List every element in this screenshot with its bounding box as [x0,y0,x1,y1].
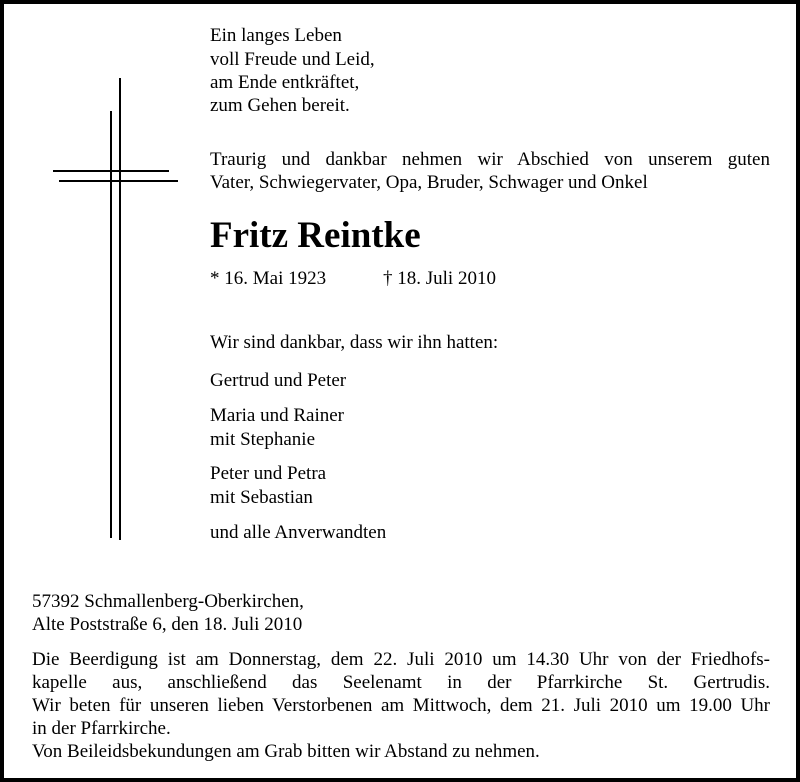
family-group-1: Gertrud und Peter [210,370,347,391]
poem-line-2: voll Freude und Leid, [210,49,375,70]
family-group-3-line-2: mit Sebastian [210,487,313,508]
thanks-line: Wir sind dankbar, dass wir ihn hatten: [210,332,499,353]
family-group-2-line-2: mit Stephanie [210,429,316,450]
family-group-3-line-1: Peter und Petra [210,463,327,484]
birth-date: * 16. Mai 1923 [210,268,327,289]
poem-line-3: am Ende entkräftet, [210,72,360,93]
family-group-4: und alle Anverwandten [210,522,387,543]
funeral-line-1: Die Beerdigung ist am Donnerstag, dem 22. Juli 2010 um 14.30 Uhr von der Friedhofs- [32,649,770,670]
poem-line-1: Ein langes Leben [210,25,342,46]
poem-line-4: zum Gehen bereit. [210,95,350,116]
intro-line-2: Vater, Schwiegervater, Opa, Bruder, Schwager und Onkel [210,172,648,193]
family-group-2-line-1: Maria und Rainer [210,405,345,426]
address-line-2: Alte Poststraße 6, den 18. Juli 2010 [32,614,303,635]
funeral-line-3: Wir beten für unseren lieben Verstorbenen am Mittwoch, dem 21. Juli 2010 um 19.00 Uhr [32,695,770,716]
intro-line-1: Traurig und dankbar nehmen wir Abschied von unserem guten [210,149,770,170]
death-date: † 18. Juli 2010 [383,268,496,289]
funeral-line-5: Von Beileidsbekundungen am Grab bitten wir Abstand zu nehmen. [32,741,540,762]
deceased-name: Fritz Reintke [210,215,421,256]
funeral-line-4: in der Pfarrkirche. [32,718,171,739]
address-line-1: 57392 Schmallenberg-Oberkirchen, [32,591,304,612]
funeral-line-2: kapelle aus, anschließend das Seelenamt in der Pfarrkirche St. Gertrudis. [32,672,770,693]
